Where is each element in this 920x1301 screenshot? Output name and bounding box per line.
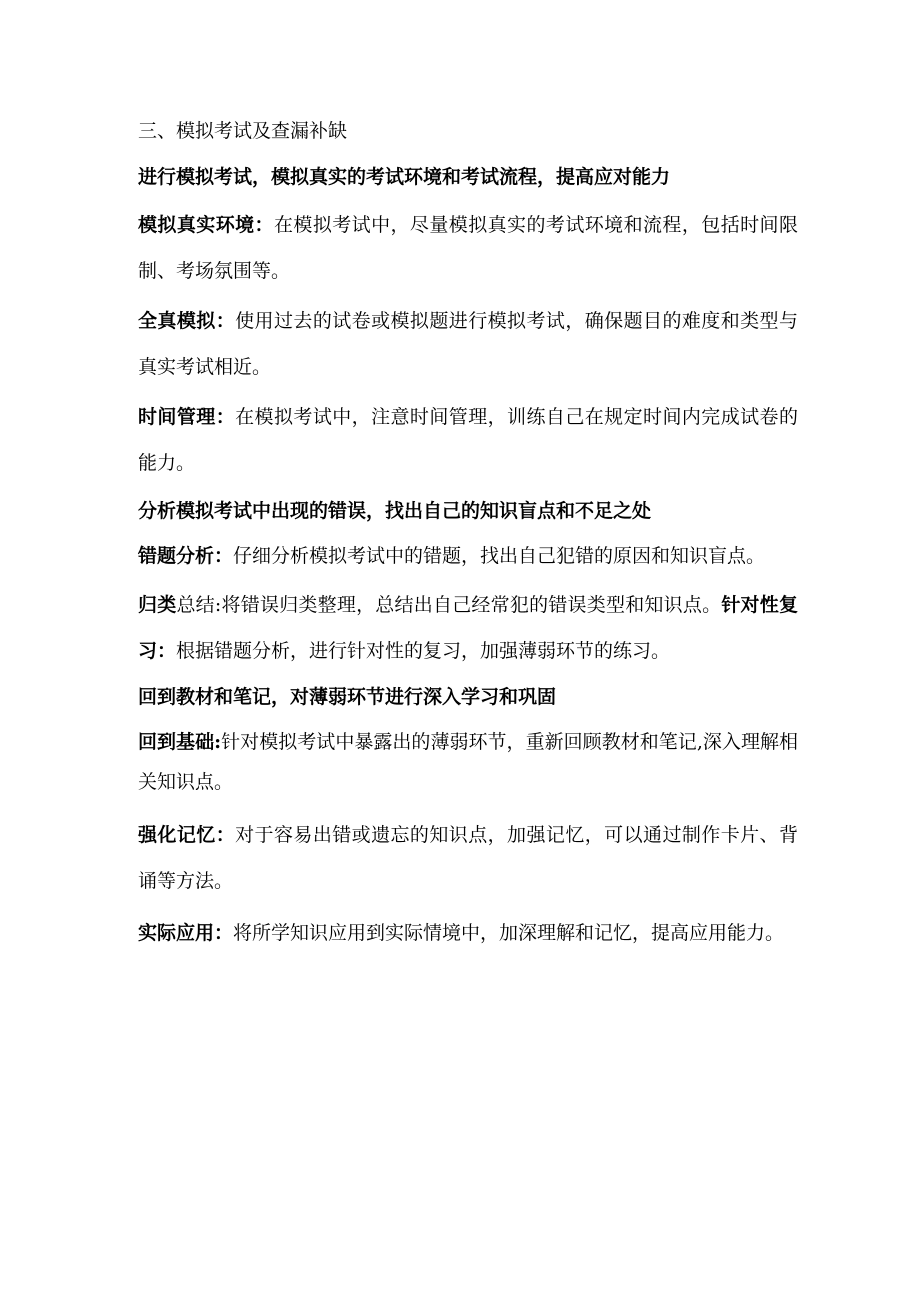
paragraph-text: 在模拟考试中，尽量模拟真实的考试环境和流程，包括时间限制、考场氛围等。: [138, 214, 798, 282]
paragraph-practical-application: [138, 910, 798, 956]
paragraph-classify-review: [138, 582, 798, 674]
part3-heading: 回到教材和笔记，对薄弱环节进行深入学习和巩固: [138, 686, 557, 708]
part2-heading: 分析模拟考试中出现的错误，找出自己的知识盲点和不足之处: [138, 500, 652, 522]
paragraph-simulate-environment: [138, 202, 798, 294]
paragraph-text: 将所学知识应用到实际情境中，加深理解和记忆，提高应用能力。: [233, 922, 785, 944]
paragraph-text: 对于容易出错或遗忘的知识点，加强记忆，可以通过制作卡片、背诵等方法。: [138, 824, 798, 892]
paragraph-time-management: [138, 394, 798, 486]
paragraph-lead: 时间管理：: [138, 406, 236, 428]
paragraph-lead: 归类: [138, 594, 177, 616]
paragraph-text: 仔细分析模拟考试中的错题，找出自己犯错的原因和知识盲点。: [233, 545, 766, 567]
paragraph-lead: 全真模拟：: [138, 310, 236, 332]
section-title: 三、模拟考试及查漏补缺: [138, 120, 348, 142]
paragraph-text: 针对模拟考试中暴露出的薄弱环节，重新回顾教材和笔记,深入理解相关知识点。: [138, 731, 798, 793]
paragraph-full-simulation: [138, 298, 798, 390]
paragraph-lead: 强化记忆：: [138, 824, 236, 846]
paragraph-lead: 模拟真实环境：: [138, 214, 274, 236]
paragraph-back-to-basics: [138, 722, 798, 802]
paragraph-lead: 错题分析：: [138, 545, 234, 567]
paragraph-text: 使用过去的试卷或模拟题进行模拟考试，确保题目的难度和类型与真实考试相近。: [138, 310, 798, 378]
paragraph-lead-2: 针对性复习：: [138, 594, 798, 662]
paragraph-strengthen-memory: [138, 812, 798, 904]
paragraph-text: 总结:将错误归类整理，总结出自己经常犯的错误类型和知识点。: [176, 594, 722, 616]
paragraph-text: 在模拟考试中，注意时间管理，训练自己在规定时间内完成试卷的能力。: [138, 406, 798, 474]
paragraph-error-analysis: [138, 536, 798, 576]
paragraph-lead: 回到基础:: [138, 731, 222, 753]
paragraph-text-2: 根据错题分析，进行针对性的复习，加强薄弱环节的练习。: [176, 640, 671, 662]
part1-heading: 进行模拟考试，模拟真实的考试环境和考试流程，提高应对能力: [138, 166, 671, 188]
paragraph-lead: 实际应用：: [138, 922, 234, 944]
document-page: [138, 112, 798, 956]
